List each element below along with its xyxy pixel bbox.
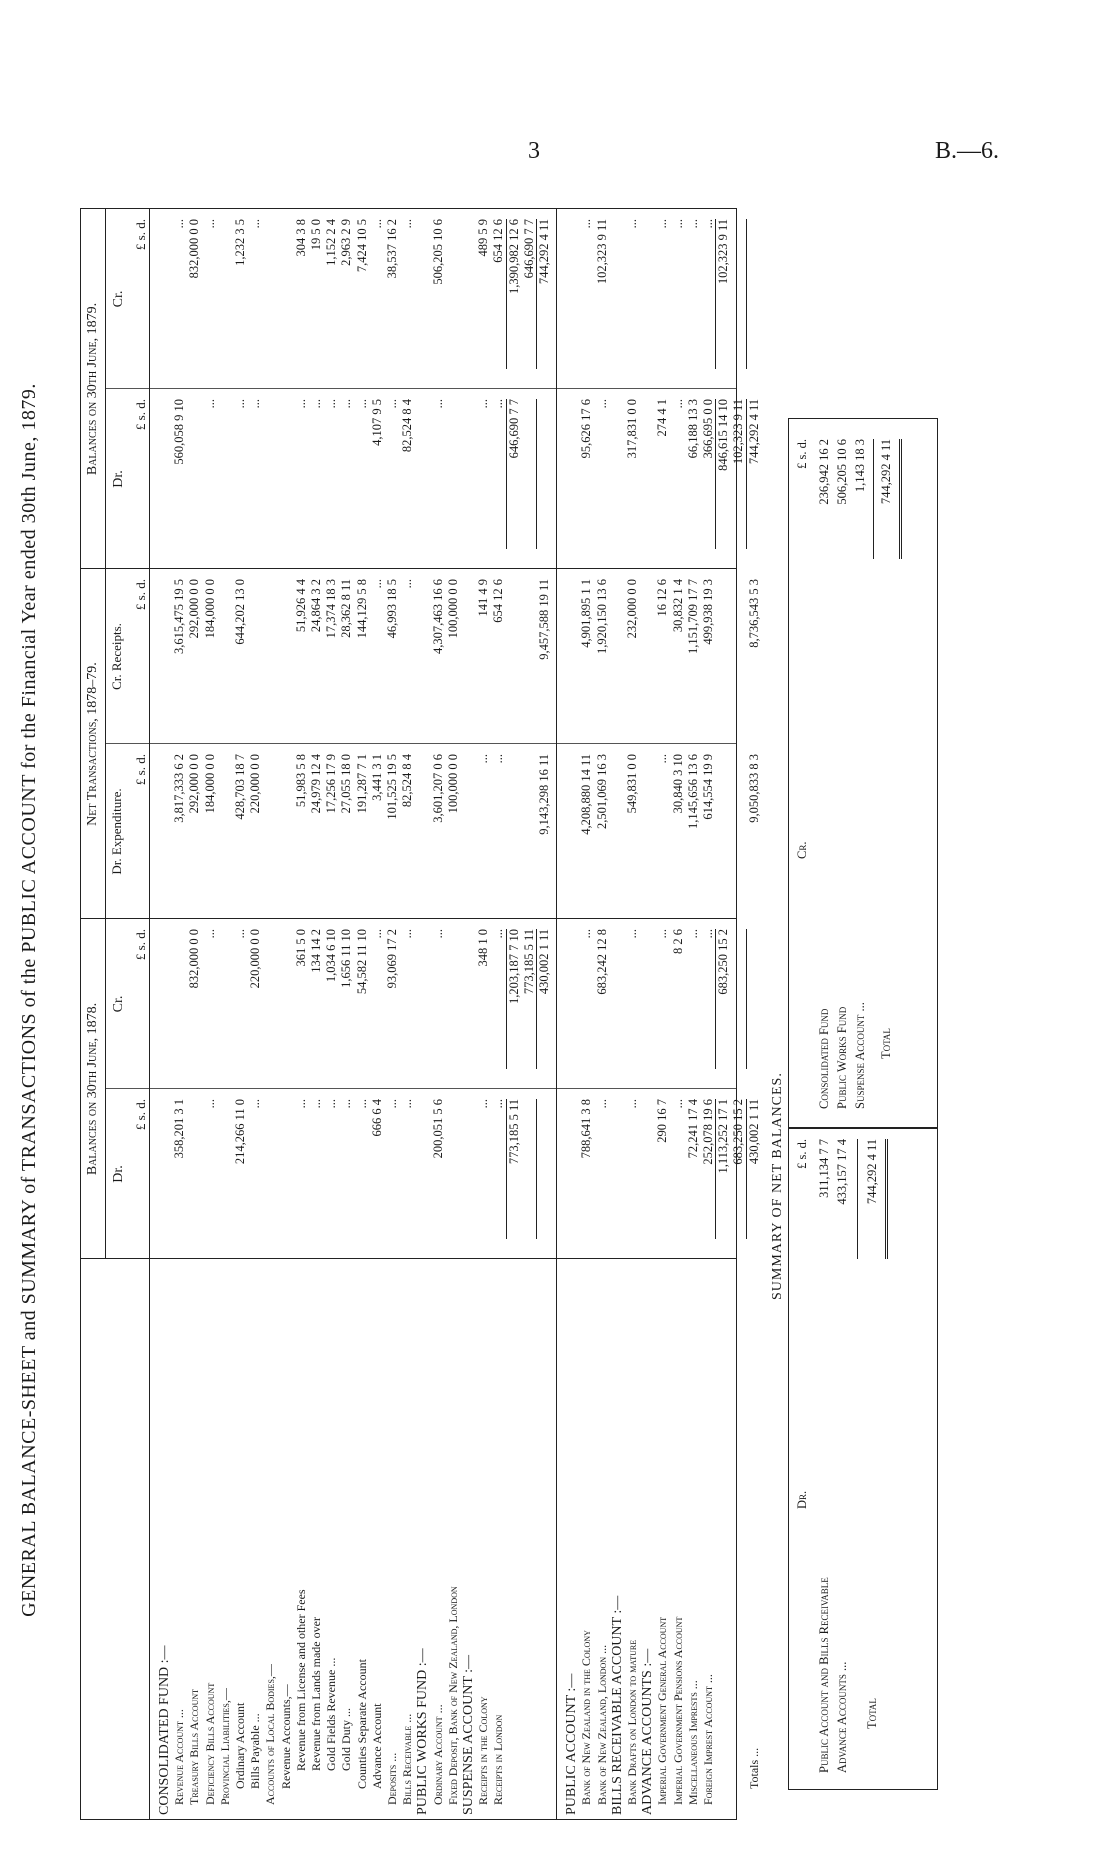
- table-cell: 27,055 18 0: [339, 754, 354, 814]
- lsd-heading: £ s. d.: [133, 579, 148, 611]
- table-cell: 16 12 6: [655, 579, 670, 617]
- table-cell: 788,641 3 8: [579, 1099, 594, 1159]
- lsd-heading: £ s. d.: [133, 219, 148, 251]
- table-cell: ...: [233, 929, 247, 939]
- table-cell: ...: [655, 219, 670, 229]
- table-cell: ...: [476, 1099, 491, 1109]
- summary-cr-header: Cr.: [795, 841, 809, 859]
- table-cell: ...: [701, 929, 715, 939]
- table-cell: 100,000 0 0: [445, 579, 460, 639]
- summary-dr-label: Public Account and Bills Receivable: [817, 1577, 831, 1773]
- table-cell: 38,537 16 2: [385, 219, 399, 279]
- table-cell: ...: [202, 929, 217, 939]
- table-cell: ...: [400, 1099, 415, 1109]
- header-balances-1879: Balances on 30th June, 1879.: [85, 302, 100, 476]
- summary-cr-total: 744,292 4 11: [879, 439, 893, 505]
- table-cell: 832,000 0 0: [187, 929, 202, 989]
- table-cell: ...: [248, 1099, 263, 1109]
- table-cell: 141 4 9: [476, 579, 491, 617]
- table-cell: ...: [476, 754, 491, 764]
- table-cell: ...: [233, 399, 247, 409]
- summary-dr-label: Advance Accounts ...: [835, 1661, 849, 1773]
- row-label: Deficiency Bills Account: [202, 1682, 217, 1805]
- table-cell: 1,203,187 7 10: [506, 929, 521, 1004]
- table-cell: 17,374 18 3: [324, 579, 339, 639]
- table-cell: 1,145,656 13 6: [685, 754, 700, 829]
- table-cell: 506,205 10 6: [430, 219, 445, 285]
- table-cell: 66,188 13 3: [685, 399, 700, 459]
- table-cell: 358,201 3 1: [172, 1099, 187, 1159]
- row-label: ADVANCE ACCOUNTS :—: [640, 1648, 656, 1815]
- table-cell: 292,000 0 0: [187, 579, 202, 639]
- row-label: Deposits ...: [385, 1752, 399, 1805]
- table-cell: 93,069 17 2: [385, 929, 399, 989]
- table-cell: 683,250 15 2: [716, 929, 731, 995]
- table-cell: 4,208,880 14 11: [579, 754, 594, 835]
- table-cell: ...: [625, 929, 639, 939]
- page-number: 3: [528, 138, 540, 164]
- table-cell: 9,050,833 8 3: [746, 754, 761, 823]
- table-cell: 28,362 8 11: [339, 579, 354, 638]
- lsd-heading: £ s. d.: [133, 399, 148, 431]
- header-balances-1878: Balances on 30th June, 1878.: [85, 1002, 100, 1176]
- row-label: PUBLIC WORKS FUND :—: [415, 1648, 431, 1815]
- table-cell: ...: [491, 399, 506, 409]
- table-cell: 1,390,982 12 6: [506, 219, 521, 294]
- document-code: B.—6.: [935, 138, 1000, 164]
- table-cell: 200,051 5 6: [430, 1099, 445, 1159]
- table-cell: 102,323 9 11: [594, 219, 609, 285]
- row-label: SUSPENSE ACCOUNT :—: [461, 1654, 476, 1815]
- row-label: Fixed Deposit, Bank of New Zealand, London: [445, 1586, 460, 1805]
- table-cell: 614,554 19 9: [701, 754, 715, 820]
- row-label: Ordinary Account ...: [430, 1704, 445, 1805]
- table-cell: 644,202 13 0: [233, 579, 247, 645]
- table-cell: 1,152 2 4: [324, 219, 339, 266]
- table-cell: 428,703 18 7: [233, 754, 247, 820]
- table-cell: 846,615 14 10: [716, 399, 731, 471]
- table-cell: 1,034 6 10: [324, 929, 339, 983]
- table-cell: ...: [248, 399, 263, 409]
- table-cell: ...: [579, 219, 594, 229]
- row-label: Revenue Account ...: [172, 1709, 187, 1805]
- summary-dr-total: 744,292 4 11: [865, 1139, 879, 1205]
- table-cell: ...: [309, 1099, 323, 1109]
- table-cell: ...: [293, 1099, 308, 1109]
- table-cell: ...: [400, 579, 415, 589]
- table-cell: ...: [430, 929, 445, 939]
- table-cell: 144,129 5 8: [354, 579, 369, 639]
- table-cell: 274 4 1: [655, 399, 670, 437]
- rotated-balance-sheet: [10, 160, 970, 1860]
- table-cell: 348 1 0: [476, 929, 491, 967]
- table-cell: 24,864 3 2: [309, 579, 323, 633]
- row-label: Foreign Imprest Account ...: [701, 1674, 715, 1805]
- col-dr-1878: Dr.: [111, 1165, 126, 1183]
- lsd-heading: £ s. d.: [133, 754, 148, 786]
- table-cell: 1,151,709 17 7: [685, 579, 700, 654]
- table-cell: 832,000 0 0: [187, 219, 202, 279]
- table-cell: 102,323 9 11: [731, 399, 746, 465]
- table-cell: 101,525 19 5: [385, 754, 399, 820]
- table-cell: ...: [385, 1099, 399, 1109]
- table-cell: 72,241 17 4: [685, 1099, 700, 1159]
- row-label: Counties Separate Account: [354, 1659, 369, 1789]
- table-cell: ...: [369, 579, 384, 589]
- table-cell: 214,266 11 0: [233, 1099, 247, 1165]
- row-label: Accounts of Local Bodies,—: [263, 1664, 278, 1805]
- table-cell: ...: [491, 1099, 506, 1109]
- table-cell: 683,242 12 8: [594, 929, 609, 995]
- table-cell: 304 3 8: [293, 219, 308, 257]
- row-label: Miscellaneous Imprests ...: [685, 1680, 700, 1805]
- row-label: Revenue from Lands made over: [309, 1617, 323, 1771]
- table-cell: 292,000 0 0: [187, 754, 202, 814]
- row-label: Revenue from License and other Fees: [293, 1589, 308, 1771]
- summary-title: SUMMARY OF NET BALANCES.: [770, 1072, 785, 1300]
- table-cell: 100,000 0 0: [445, 754, 460, 814]
- table-cell: ...: [670, 1099, 685, 1109]
- table-cell: ...: [670, 219, 685, 229]
- table-cell: ...: [655, 754, 670, 764]
- row-label: Revenue Accounts,—: [278, 1684, 293, 1789]
- table-cell: 646,690 7 7: [521, 219, 536, 279]
- table-cell: ...: [594, 399, 609, 409]
- table-cell: 666 6 4: [369, 1099, 384, 1137]
- table-cell: 317,831 0 0: [625, 399, 639, 459]
- table-cell: ...: [354, 1099, 369, 1109]
- table-cell: ...: [685, 219, 700, 229]
- table-cell: 30,832 1 4: [670, 579, 685, 633]
- row-label: Ordinary Account: [233, 1702, 247, 1789]
- table-cell: 252,078 19 6: [701, 1099, 715, 1165]
- table-cell: 1,920,150 13 6: [594, 579, 609, 654]
- table-cell: 8 2 6: [670, 929, 685, 954]
- row-label: Bank Drafts on London to mature: [625, 1639, 639, 1805]
- table-cell: 1,656 11 10: [339, 929, 354, 988]
- summary-cr-total-label: Total: [879, 1028, 893, 1059]
- table-cell: 773,185 5 11: [506, 1099, 521, 1165]
- row-label: Treasury Bills Account: [187, 1688, 202, 1805]
- col-cr-1879: Cr.: [111, 290, 126, 308]
- summary-cr-value: 1,143 18 3: [853, 439, 867, 493]
- col-dr-1879: Dr.: [111, 470, 126, 488]
- table-cell: 220,000 0 0: [248, 754, 263, 814]
- row-label: Bank of New Zealand in the Colony: [579, 1630, 594, 1805]
- summary-cr-value: 506,205 10 6: [835, 439, 849, 505]
- row-label: CONSOLIDATED FUND :—: [157, 1645, 172, 1815]
- table-cell: 9,143,298 16 11: [537, 754, 551, 835]
- table-cell: 4,107 9 5: [369, 399, 384, 446]
- table-cell: 1,113,252 17 1: [716, 1099, 731, 1174]
- row-label: Imperial Government Pensions Account: [670, 1616, 685, 1805]
- table-cell: 773,185 5 11: [521, 929, 536, 995]
- summary-dr-total-label: Total: [865, 1698, 879, 1729]
- table-cell: 54,582 11 10: [354, 929, 369, 995]
- table-cell: 549,831 0 0: [625, 754, 639, 814]
- table-cell: 3,441 3 1: [369, 754, 384, 801]
- row-label: Totals ...: [746, 1747, 761, 1789]
- table-cell: 9,457,588 19 11: [537, 579, 551, 660]
- table-cell: 17,256 17 9: [324, 754, 339, 814]
- table-cell: 46,993 18 5: [385, 579, 399, 639]
- table-cell: ...: [354, 399, 369, 409]
- table-cell: ...: [400, 219, 415, 229]
- table-cell: 430,002 1 11: [746, 1099, 761, 1165]
- row-label: Receipts in London: [491, 1714, 506, 1805]
- table-cell: 8,736,543 5 3: [746, 579, 761, 648]
- table-cell: 290 16 7: [655, 1099, 670, 1143]
- row-label: Imperial Government General Account: [655, 1616, 670, 1805]
- table-cell: 4,901,895 1 1: [579, 579, 594, 648]
- table-cell: ...: [202, 1099, 217, 1109]
- document-title: GENERAL BALANCE-SHEET and SUMMARY of TRANSACTIONS of the PUBLIC ACCOUNT for the Financial Year ended 30th June, 1879.: [18, 383, 40, 1617]
- table-cell: 30,840 3 10: [670, 754, 685, 814]
- lsd-heading: £ s. d.: [133, 1099, 148, 1131]
- table-cell: 24,979 12 4: [309, 754, 323, 814]
- table-cell: 683,250 15 2: [731, 1099, 746, 1165]
- summary-cr-label: Public Works Fund: [835, 1006, 849, 1109]
- table-cell: 430,002 1 11: [537, 929, 551, 995]
- row-label: Bank of New Zealand, London ...: [594, 1644, 609, 1805]
- table-cell: 489 5 9: [476, 219, 491, 257]
- table-cell: 2,501,069 16 3: [594, 754, 609, 829]
- summary-dr-value: 311,134 7 7: [817, 1139, 831, 1198]
- summary-cr-label: Consolidated Fund: [817, 1008, 831, 1109]
- summary-cr-lsd: £ s. d.: [795, 439, 809, 469]
- table-cell: ...: [625, 219, 639, 229]
- table-cell: 499,938 19 3: [701, 579, 715, 645]
- table-cell: ...: [385, 399, 399, 409]
- table-cell: 361 5 0: [293, 929, 308, 967]
- table-cell: ...: [701, 219, 715, 229]
- table-cell: 3,615,475 19 5: [172, 579, 187, 654]
- table-cell: ...: [248, 219, 263, 229]
- table-cell: 366,695 0 0: [701, 399, 715, 459]
- table-cell: ...: [655, 929, 670, 939]
- row-label: Bills Payable ...: [248, 1713, 263, 1789]
- table-cell: 51,926 4 4: [293, 579, 308, 633]
- table-cell: ...: [339, 399, 354, 409]
- col-dr-expenditure: Dr. Expenditure.: [109, 788, 124, 875]
- table-cell: ...: [594, 1099, 609, 1109]
- table-cell: ...: [430, 399, 445, 409]
- row-label: PUBLIC ACCOUNT :—: [564, 1673, 580, 1815]
- table-cell: 744,292 4 11: [746, 399, 761, 465]
- summary-cr-label: Suspense Account ...: [853, 1002, 867, 1109]
- table-cell: ...: [685, 929, 700, 939]
- table-cell: ...: [670, 399, 685, 409]
- summary-net-balances: [788, 418, 938, 1790]
- table-cell: ...: [491, 754, 506, 764]
- row-label: Advance Account: [369, 1703, 384, 1789]
- table-cell: ...: [202, 219, 217, 229]
- table-cell: 3,601,207 0 6: [430, 754, 445, 823]
- table-cell: 744,292 4 11: [537, 219, 551, 285]
- row-label: Bills Receivable ...: [400, 1713, 415, 1805]
- col-cr-1878: Cr.: [111, 995, 126, 1013]
- table-cell: ...: [293, 399, 308, 409]
- table-cell: ...: [369, 929, 384, 939]
- table-cell: 7,424 10 5: [354, 219, 369, 273]
- table-cell: 232,000 0 0: [625, 579, 639, 639]
- summary-dr-header: Dr.: [795, 1490, 809, 1509]
- table-cell: ...: [324, 399, 339, 409]
- table-cell: 82,524 8 4: [400, 399, 415, 453]
- row-label: Provincial Liabilities,—: [217, 1688, 232, 1805]
- table-cell: 646,690 7 7: [506, 399, 521, 459]
- table-cell: ...: [309, 399, 323, 409]
- table-cell: ...: [339, 1099, 354, 1109]
- row-label: Gold Fields Revenue ...: [324, 1657, 339, 1771]
- row-label: Gold Duty ...: [339, 1708, 354, 1771]
- summary-dr-lsd: £ s. d.: [795, 1139, 809, 1169]
- table-cell: ...: [202, 399, 217, 409]
- table-cell: 184,000 0 0: [202, 579, 217, 639]
- table-cell: 19 5 0: [309, 219, 323, 251]
- table-cell: ...: [491, 929, 506, 939]
- table-cell: 560,058 9 10: [172, 399, 187, 465]
- table-cell: 220,000 0 0: [248, 929, 263, 989]
- lsd-heading: £ s. d.: [133, 929, 148, 961]
- table-cell: 4,307,463 16 6: [430, 579, 445, 654]
- table-cell: 95,626 17 6: [579, 399, 594, 459]
- table-cell: 51,983 5 8: [293, 754, 308, 808]
- table-cell: 184,000 0 0: [202, 754, 217, 814]
- table-cell: 191,287 7 1: [354, 754, 369, 814]
- table-cell: 2,963 2 9: [339, 219, 354, 266]
- table-cell: 82,524 8 4: [400, 754, 415, 808]
- table-cell: ...: [625, 1099, 639, 1109]
- table-cell: ...: [172, 219, 187, 229]
- table-cell: 102,323 9 11: [716, 219, 731, 285]
- table-cell: ...: [324, 1099, 339, 1109]
- table-cell: ...: [369, 219, 384, 229]
- summary-dr-value: 433,157 17 4: [835, 1139, 849, 1205]
- table-cell: ...: [400, 929, 415, 939]
- col-cr-receipts: Cr. Receipts.: [109, 623, 124, 690]
- table-cell: 1,232 3 5: [233, 219, 247, 266]
- summary-cr-value: 236,942 16 2: [817, 439, 831, 505]
- table-cell: ...: [579, 929, 594, 939]
- table-cell: 3,817,333 6 2: [172, 754, 187, 823]
- table-cell: ...: [476, 399, 491, 409]
- table-cell: 134 14 2: [309, 929, 323, 973]
- row-label: BILLS RECEIVABLE ACCOUNT :—: [609, 1595, 625, 1815]
- balance-sheet-table: [80, 208, 761, 1820]
- row-label: Receipts in the Colony: [476, 1696, 491, 1805]
- table-cell: 654 12 6: [491, 219, 506, 263]
- table-cell: 654 12 6: [491, 579, 506, 623]
- header-net-transactions: Net Transactions, 1878–79.: [85, 662, 100, 826]
